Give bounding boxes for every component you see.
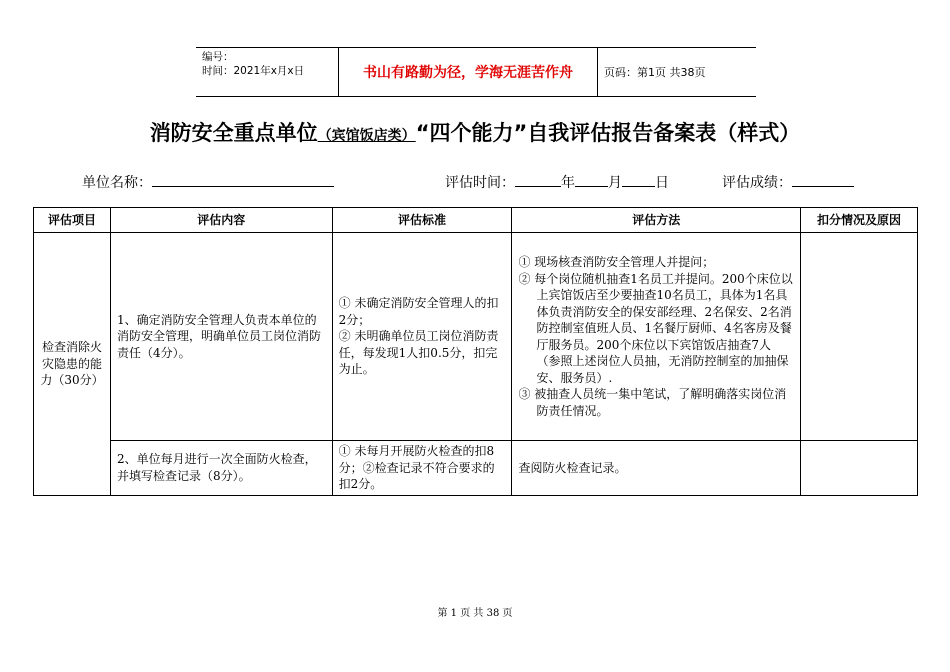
content-cell: 1、确定消防安全管理人负责本单位的消防安全管理，明确单位员工岗位消防责任（4分）。 [110,233,332,441]
score-label: 评估成绩： [722,175,792,191]
header-method: 评估方法 [512,208,801,233]
header-content: 评估内容 [110,208,332,233]
year-blank[interactable] [515,172,561,187]
table-row [34,233,918,441]
method-step: ① 现场核查消防安全管理人并提问； [518,255,715,269]
eval-time-label: 评估时间： [445,175,515,191]
page-info: 页码：第1页 共38页 [604,66,706,79]
title-subtitle: （宾馆饭店类） [317,128,416,144]
assessment-table [33,207,918,496]
deduction-cell[interactable] [801,233,918,441]
header-meta [196,48,339,96]
title-main-after: “四个能力”自我评估报告备案表（样式） [415,121,801,145]
header-item: 评估项目 [34,208,111,233]
standard-cell: ① 未确定消防安全管理人的扣2分； ② 未明确单位员工岗位消防责任，每发现1人扣0.5分，扣完为止。 [332,233,512,441]
category-cell: 检查消除火灾隐患的能力（30分） [34,233,111,496]
document-header [196,47,756,97]
header-deduction: 扣分情况及原因 [801,208,918,233]
method-cell [512,233,801,441]
month-blank[interactable] [575,172,608,187]
title-main-before: 消防安全重点单位 [149,121,318,145]
eval-time-field [445,172,669,192]
method-step: ③ 被抽查人员统一集中笔试，了解明确落实岗位消防责任情况。 [518,387,787,418]
content-cell: 2、单位每月进行一次全面防火检查，并填写检查记录（8分）。 [110,441,332,496]
day-blank[interactable] [622,172,655,187]
unit-name-blank[interactable] [152,172,334,187]
score-blank[interactable] [792,172,854,187]
time-label: 时间：2021年x月x日 [202,65,305,77]
month-label: 月 [608,175,622,191]
unit-name-field [82,172,334,192]
day-label: 日 [655,175,669,191]
method-step: ② 每个岗位随机抽查1名员工并提问。200个床位以上宾馆饭店至少要抽查10名员工，具体为1名具体负责消防安全的保安部经理、2名保安、2名消防控制室值班人员、1名餐厅厨师、4名客房及餐厅服务员。200个床位以下宾馆饭店抽查7人（参照上述岗位人员抽，无消防控制室的加抽保安、服务员）. [518,271,793,385]
method-cell: 查阅防火检查记录。 [512,441,801,496]
deduction-cell[interactable] [801,441,918,496]
table-row [34,441,918,496]
motto: 书山有路勤为径，学海无涯苦作舟 [339,48,598,96]
table-header-row [34,208,918,233]
document-title [0,117,950,147]
score-field [722,172,854,192]
number-label: 编号： [202,51,234,63]
header-standard: 评估标准 [332,208,512,233]
standard-cell: ① 未每月开展防火检查的扣8分；②检查记录不符合要求的扣2分。 [332,441,512,496]
year-label: 年 [561,175,575,191]
page-footer: 第 1 页 共 38 页 [437,608,513,619]
unit-name-label: 单位名称： [82,175,152,191]
